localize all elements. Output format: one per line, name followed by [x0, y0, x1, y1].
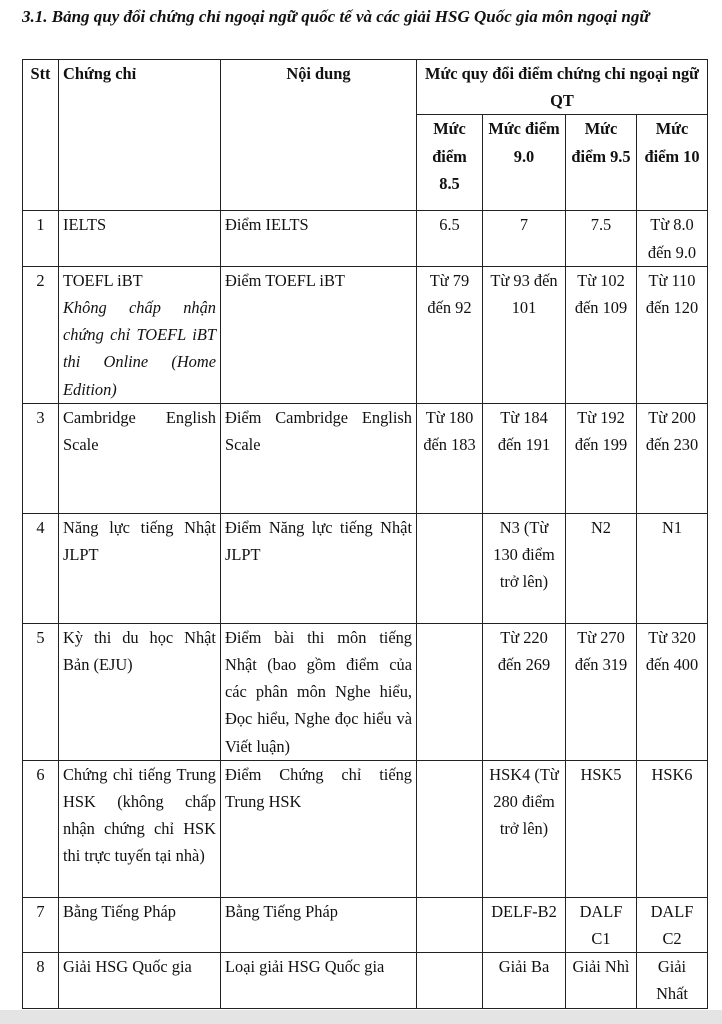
cell-level-90: [483, 513, 566, 623]
cell-stt: [23, 266, 59, 403]
cell-level-10: [637, 953, 708, 1008]
table-row: [23, 953, 708, 1008]
cell-content-text: Bằng Tiếng Pháp: [225, 901, 338, 921]
cell-level-95-text: Từ 192 đến 199: [574, 407, 628, 455]
cell-level-85: [417, 623, 483, 760]
cell-level-95-text: DALF C1: [579, 901, 623, 949]
cell-level-10: [637, 760, 708, 897]
cell-cert: [59, 266, 221, 403]
cell-stt: [23, 211, 59, 266]
cell-stt-text: 3: [36, 407, 45, 427]
cell-stt-text: 8: [36, 957, 45, 977]
cell-level-90-text: DELF-B2: [491, 901, 557, 921]
cell-stt-text: 7: [36, 901, 45, 921]
table-row: [23, 211, 708, 266]
cell-cert: [59, 953, 221, 1008]
cell-level-10-text: HSK6: [651, 764, 693, 784]
cell-cert-text: Bằng Tiếng Pháp: [63, 901, 176, 921]
cell-level-95: [566, 953, 637, 1008]
cell-content-text: Loại giải HSG Quốc gia: [225, 957, 385, 977]
cell-level-10: [637, 211, 708, 266]
cell-level-85: [417, 513, 483, 623]
cell-stt: [23, 897, 59, 952]
cell-level-90: [483, 623, 566, 760]
section-heading: 3.1. Bảng quy đổi chứng chỉ ngoại ngữ quốc tế và các giải HSG Quốc gia môn ngoại ngữ: [22, 7, 650, 26]
cell-stt-text: 1: [36, 215, 45, 235]
cell-content-text: Điểm TOEFL iBT: [225, 270, 345, 290]
cell-cert: [59, 623, 221, 760]
cell-level-95-text: 7.5: [590, 215, 612, 235]
table-row: [23, 760, 708, 897]
cell-content: [221, 211, 417, 266]
cell-stt-text: 2: [36, 270, 45, 290]
cell-cert-text: IELTS: [63, 215, 107, 235]
cell-content: [221, 623, 417, 760]
cell-level-90: [483, 266, 566, 403]
cell-level-95-text: Giải Nhì: [572, 957, 630, 977]
header-level-10: Mức điểm 10: [637, 115, 708, 211]
cell-level-90-text: N3 (Từ 130 điểm trở lên): [493, 517, 555, 592]
cell-level-10: [637, 897, 708, 952]
cell-level-95-text: Từ 102 đến 109: [574, 270, 628, 318]
cell-level-10-text: Từ 200 đến 230: [645, 407, 699, 455]
cell-cert: [59, 760, 221, 897]
cell-cert-text: Chứng chỉ tiếng Trung HSK (không chấp nhận chứng chỉ HSK thi trực tuyến tại nhà): [63, 764, 216, 866]
cell-content-text: Điểm Chứng chỉ tiếng Trung HSK: [225, 764, 412, 812]
cell-level-85-text: Từ 79 đến 92: [427, 270, 472, 318]
cell-level-90: [483, 897, 566, 952]
table-row: [23, 623, 708, 760]
cell-level-10-text: Từ 320 đến 400: [645, 627, 699, 675]
header-level-95: Mức điểm 9.5: [566, 115, 637, 211]
cell-level-10-text: Từ 110 đến 120: [645, 270, 699, 318]
header-stt: Stt: [23, 60, 59, 211]
cell-level-10-text: Giải Nhất: [656, 957, 688, 1004]
header-content: Nội dung: [221, 60, 417, 211]
cell-level-90: [483, 403, 566, 513]
conversion-table: [22, 59, 708, 1009]
cell-level-90-text: Từ 220 đến 269: [497, 627, 551, 675]
cell-level-90-text: Từ 184 đến 191: [497, 407, 551, 455]
cell-level-95: [566, 513, 637, 623]
cell-cert: [59, 403, 221, 513]
table-row: [23, 897, 708, 952]
cell-level-95: [566, 760, 637, 897]
cell-level-85: [417, 266, 483, 403]
cell-stt: [23, 513, 59, 623]
table-row: [23, 266, 708, 403]
cell-level-95-text: N2: [590, 517, 612, 537]
cell-level-95: [566, 266, 637, 403]
cell-level-95: [566, 623, 637, 760]
cell-content: [221, 266, 417, 403]
cell-level-85: [417, 211, 483, 266]
cell-level-95: [566, 211, 637, 266]
cell-content: [221, 897, 417, 952]
cell-level-10-text: N1: [661, 517, 683, 537]
cell-cert-text: Năng lực tiếng Nhật JLPT: [63, 517, 216, 565]
cell-stt: [23, 403, 59, 513]
cell-content-text: Điểm Cambridge English Scale: [225, 407, 412, 455]
cell-level-95: [566, 897, 637, 952]
header-group: Mức quy đổi điểm chứng chỉ ngoại ngữ QT: [417, 60, 708, 115]
cell-level-10: [637, 266, 708, 403]
cell-level-90-text: HSK4 (Từ 280 điểm trở lên): [489, 764, 559, 839]
cell-level-90-text: Từ 93 đến 101: [490, 270, 558, 318]
cell-level-85-text: 6.5: [439, 215, 460, 235]
cell-level-90: [483, 760, 566, 897]
cell-content: [221, 953, 417, 1008]
cell-level-95: [566, 403, 637, 513]
cell-content-text: Điểm bài thi môn tiếng Nhật (bao gồm điểm của các phân môn Nghe hiểu, Đọc hiểu, Nghe đọc hiểu và Viết luận): [225, 627, 412, 756]
cell-stt-text: 6: [36, 764, 45, 784]
cell-stt: [23, 953, 59, 1008]
cell-level-85: [417, 403, 483, 513]
cell-level-90: [483, 211, 566, 266]
cell-cert: [59, 897, 221, 952]
cell-level-95-text: Từ 270 đến 319: [574, 627, 628, 675]
header-level-85: Mức điểm 8.5: [417, 115, 483, 211]
cell-level-10: [637, 403, 708, 513]
cell-stt: [23, 760, 59, 897]
cell-cert: [59, 513, 221, 623]
cell-content-text: Điểm Năng lực tiếng Nhật JLPT: [225, 517, 412, 565]
cell-level-10: [637, 513, 708, 623]
header-level-90: Mức điểm 9.0: [483, 115, 566, 211]
cell-level-10: [637, 623, 708, 760]
cell-cert-text: Giải HSG Quốc gia: [63, 957, 192, 977]
cell-cert-text: TOEFL iBT: [63, 270, 143, 290]
cell-level-85: [417, 897, 483, 952]
bottom-strip: [0, 1010, 722, 1024]
cell-cert: [59, 211, 221, 266]
cell-level-95-text: HSK5: [580, 764, 622, 784]
cell-content-text: Điểm IELTS: [225, 215, 309, 235]
cell-content: [221, 760, 417, 897]
table-row: [23, 403, 708, 513]
cell-level-90: [483, 953, 566, 1008]
cell-cert-text: Cambridge English Scale: [63, 407, 216, 455]
table-row: [23, 513, 708, 623]
cell-level-90-text: Giải Ba: [498, 957, 550, 977]
header-row-top: [23, 60, 708, 115]
cell-content: [221, 403, 417, 513]
cell-stt-text: 4: [36, 517, 45, 537]
header-cert: Chứng chỉ: [59, 60, 221, 211]
cell-level-85: [417, 953, 483, 1008]
cell-stt: [23, 623, 59, 760]
cell-level-85: [417, 760, 483, 897]
cert-note: Không chấp nhận chứng chỉ TOEFL iBT thi Online (Home Edition): [63, 298, 216, 399]
cell-cert-text: Kỳ thi du học Nhật Bản (EJU): [63, 627, 216, 675]
cell-level-10-text: DALF C2: [650, 901, 694, 949]
cell-level-85-text: Từ 180 đến 183: [423, 407, 476, 455]
cell-level-90-text: 7: [519, 215, 529, 235]
cell-content: [221, 513, 417, 623]
cell-stt-text: 5: [36, 627, 45, 647]
cell-level-10-text: Từ 8.0 đến 9.0: [647, 215, 697, 262]
